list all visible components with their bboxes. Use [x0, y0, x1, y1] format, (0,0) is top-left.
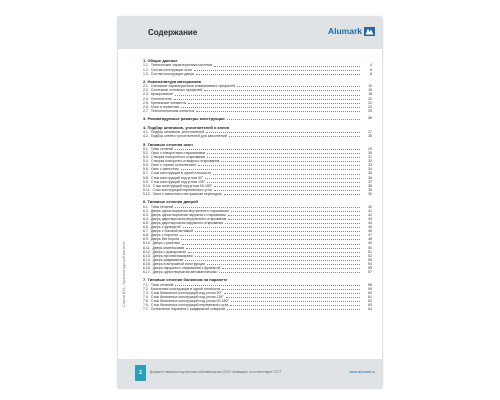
toc-entry-text: Створка поворотного открывания — [150, 155, 206, 160]
toc-entry-number: 1.2. — [143, 67, 149, 72]
toc-page-number: 41 — [368, 208, 372, 213]
dot-leader — [229, 136, 360, 137]
toc-entry — [143, 134, 372, 138]
toc-section — [143, 58, 372, 76]
dot-leader — [225, 223, 360, 224]
dot-leader — [196, 74, 360, 75]
alumark-logo-icon — [364, 27, 375, 36]
toc-entry-text: Подбор штапиков, уплотнителей — [150, 130, 205, 135]
dot-leader — [181, 169, 360, 170]
toc-page-number: 18 — [368, 92, 372, 97]
toc-page-number: 20 — [368, 96, 372, 101]
toc-entry-text: Дверь наружного открывания с фрамугой — [152, 266, 221, 271]
toc-entry-text: Окно с поворотным открыванием — [150, 151, 205, 155]
toc-page-number: 46 — [368, 229, 372, 234]
toc-section-title — [143, 116, 372, 121]
toc-page-number: 48 — [368, 237, 372, 242]
dot-leader — [195, 256, 360, 257]
toc-entry-text: Состав конструкции двери — [150, 71, 194, 76]
toc-entry-text: Армирование — [150, 92, 173, 97]
toc-entry-number: 7.1. — [143, 282, 149, 287]
toc-section-title: 2. Номенклатура материалов — [143, 78, 201, 84]
toc-entry-text: Состав конструкции окна — [150, 67, 192, 72]
toc-page-number: 8 — [370, 71, 372, 76]
toc-entry-number: 7.3. — [143, 291, 149, 295]
toc-page-number: 36 — [368, 175, 372, 180]
toc-entry-text: Дверь двустворчатая внутреннего открывания — [150, 216, 227, 221]
toc-page-number: 54 — [368, 261, 372, 266]
toc-section-title: 7. Типовые сечения балконов на парапете — [143, 277, 228, 283]
dot-leader — [207, 157, 360, 158]
toc-page-number: 27 — [368, 130, 372, 135]
footer-note: Документ является внутренним собственностью ООО «Алюмарк» и соответствует ГОСТ — [150, 370, 282, 374]
dot-leader — [181, 107, 360, 108]
page-title: Содержание — [148, 28, 198, 37]
toc-entry-number: 4.2. — [143, 134, 149, 139]
toc-entry-number: 5.6. — [143, 167, 149, 172]
toc-entry-number: 6.14. — [143, 257, 151, 262]
toc-entry-text: Стык балконных конструкций под углом 90-180° — [150, 299, 229, 304]
toc-entry-number: 5.7. — [143, 171, 149, 176]
toc-entry-number: 7.7. — [143, 307, 149, 312]
toc-section-title: 5. Типовые сечения окон — [143, 141, 193, 147]
toc-page-number: 61 — [368, 295, 372, 300]
toc-entry-text: Створка поворотно-откидного открывания — [150, 159, 220, 164]
toc-entry-number: 6.1. — [143, 204, 149, 209]
dot-leader — [205, 178, 360, 179]
toc-entry-number: 6.17. — [143, 270, 151, 275]
dot-leader — [181, 239, 360, 240]
toc-page-number: 22 — [368, 100, 372, 105]
toc-section-title-text: 3. Рекомендуемые размеры конструкции — [143, 116, 225, 122]
toc-page-number: 40 — [368, 204, 372, 209]
toc-page-number: 62 — [368, 299, 372, 304]
toc-entry-number: 7.5. — [143, 299, 149, 304]
toc-page-number: 31 — [368, 155, 372, 160]
toc-entry-number: 1.1. — [143, 63, 149, 68]
toc-entry-number: 5.1. — [143, 146, 149, 151]
dot-leader — [194, 70, 360, 71]
dot-leader — [175, 207, 360, 208]
toc-page-number: 45 — [368, 225, 372, 230]
toc-entry-text: Окно с глухим остеклением — [150, 163, 196, 168]
toc-entry-text: Дверь маятниковая — [152, 245, 185, 250]
toc-entry-text: Дверь с доводчиком — [152, 249, 186, 254]
toc-page-number: 15 — [368, 88, 372, 93]
dot-leader — [224, 194, 360, 195]
toc-entry-text: Клеи и герметики — [150, 104, 180, 109]
dot-leader — [226, 297, 360, 298]
toc-entry-text: Дверь двустворчатая наружного открывания — [150, 221, 224, 225]
toc-page-number: 42 — [368, 212, 372, 217]
toc-entry-number: 5.11. — [143, 187, 151, 192]
toc-page-number: 34 — [368, 167, 372, 172]
toc-page-number: 63 — [368, 303, 372, 308]
table-of-contents — [143, 58, 372, 315]
toc-entry-number: 5.9. — [143, 179, 149, 184]
dot-leader — [231, 301, 360, 302]
toc-entry-text: Стык конструкций под углом 135° — [150, 179, 206, 184]
toc-entry-number: 5.5. — [143, 163, 149, 168]
footer-url: www.alumark.ru — [349, 370, 375, 374]
toc-entry — [143, 109, 372, 113]
toc-entry-text: Дверь в витражной конструкции — [152, 261, 205, 266]
toc-entry-number: 6.10. — [143, 241, 151, 246]
dot-leader — [188, 103, 360, 104]
dot-leader — [195, 231, 360, 232]
toc-page-number: 24 — [368, 104, 372, 109]
toc-entry-number: 2.3. — [143, 92, 149, 97]
toc-entry-text: Дверь без порога — [150, 237, 180, 242]
toc-section — [143, 116, 372, 121]
toc-entry-number: 5.3. — [143, 155, 149, 160]
dot-leader — [207, 264, 360, 265]
dot-leader — [175, 149, 360, 150]
dot-leader — [182, 244, 360, 245]
toc-entry-number: 6.3. — [143, 212, 149, 217]
toc-page-number: 33 — [368, 163, 372, 168]
dot-leader — [222, 268, 360, 269]
toc-page-number: 60 — [368, 291, 372, 295]
toc-entry-number: 6.8. — [143, 233, 149, 238]
toc-page-number: 38 — [368, 183, 372, 188]
toc-entry-number: 4.1. — [143, 130, 149, 135]
toc-entry-number: 6.7. — [143, 229, 149, 234]
toc-section — [143, 142, 372, 197]
dot-leader — [237, 86, 360, 87]
toc-page-number: 44 — [368, 221, 372, 225]
dot-leader — [188, 252, 360, 253]
toc-entry-text: Стык конструкций под углом 90-180° — [152, 183, 213, 188]
dot-leader — [207, 182, 360, 183]
dot-leader — [227, 309, 360, 310]
dot-leader — [230, 305, 360, 306]
toc-entry-text: Стык конструкций переменного угла — [152, 187, 212, 192]
toc-entry-number: 6.4. — [143, 216, 149, 221]
dot-leader — [175, 95, 360, 96]
dot-leader — [219, 272, 360, 273]
toc-page-number: 55 — [368, 266, 372, 271]
toc-page-number: 4 — [370, 63, 372, 68]
logo-text: Alumark — [327, 26, 362, 36]
toc-page-number: 26 — [368, 116, 372, 121]
toc-entry-number: 5.10. — [143, 183, 151, 188]
dot-leader — [214, 66, 360, 67]
toc-page-number: 35 — [368, 171, 372, 176]
toc-entry-text: Технологическая оснастка — [150, 108, 194, 113]
toc-entry-text: Основные характеристики алюминиевых профилей — [150, 84, 236, 89]
toc-entry-text: Дверь с фрамугой — [150, 225, 181, 230]
dot-leader — [175, 285, 360, 286]
toc-page-number: 52 — [368, 253, 372, 258]
side-strip — [118, 49, 136, 351]
toc-entry-text: Дверь с боковой вставкой — [150, 229, 194, 234]
toc-section-title: 4. Подбор штапиков, уплотнителей и клеев — [143, 124, 229, 130]
toc-entry-number: 5.12. — [143, 191, 151, 196]
toc-page-number: 53 — [368, 257, 372, 262]
toc-entry-text: Дверь противопожарная — [152, 253, 193, 258]
toc-entry-text: Дверь раздвижная — [152, 257, 184, 262]
toc-section — [143, 79, 372, 113]
page-number-badge: 2 — [135, 365, 146, 381]
toc-page-number: 25 — [368, 108, 372, 113]
dot-leader — [207, 153, 360, 154]
toc-page-number: 6 — [370, 67, 372, 72]
toc-entry-text: Крепежные элементы — [150, 100, 187, 105]
toc-entry-text: Остекление парапета с раздвижной створкой — [150, 307, 225, 312]
toc-entry-number: 5.4. — [143, 159, 149, 164]
toc-entry-number: 6.13. — [143, 253, 151, 258]
toc-page-number: 59 — [368, 286, 372, 291]
toc-entry-text: Дверь одностворчатая внутреннего открывания — [150, 208, 229, 213]
toc-entry-text: Уплотнители — [150, 96, 172, 101]
toc-page-number: 32 — [368, 159, 372, 164]
toc-section-title: 6. Типовые сечения дверей — [143, 199, 198, 205]
toc-page-number: 43 — [368, 216, 372, 221]
toc-page-number: 57 — [368, 270, 372, 275]
dot-leader — [221, 161, 360, 162]
page-header — [118, 17, 382, 49]
toc-entry-number: 6.5. — [143, 221, 149, 225]
page-footer — [118, 359, 382, 388]
toc-page-number: 51 — [368, 249, 372, 254]
toc-page-number: 30 — [368, 151, 372, 155]
dot-leader — [222, 289, 360, 290]
toc-entry-text: Дверь с ригелем — [152, 241, 180, 246]
toc-entry-text: Подбор клеев и уплотнителей для заполнений — [150, 134, 227, 139]
dot-leader — [198, 165, 360, 166]
toc-entry-text: Типы сечений — [150, 282, 174, 287]
toc-page-number: 37 — [368, 179, 372, 184]
toc-entry-number: 6.2. — [143, 208, 149, 213]
dot-leader — [196, 111, 360, 112]
toc-page-number: 64 — [368, 307, 372, 312]
toc-page-number: 10 — [368, 84, 372, 89]
toc-entry-text: Окно с импостом — [150, 167, 179, 172]
toc-entry — [143, 307, 372, 311]
dot-leader — [228, 219, 360, 220]
dot-leader — [224, 293, 360, 294]
toc-entry-number: 6.9. — [143, 237, 149, 242]
toc-entry-text: Типы сечений — [150, 204, 174, 209]
toc-page-number: 28 — [368, 134, 372, 139]
dot-leader — [214, 186, 360, 187]
toc-entry-number: 2.2. — [143, 88, 149, 93]
toc-entry-number: 2.5. — [143, 100, 149, 105]
toc-entry-number: 7.4. — [143, 295, 149, 300]
toc-entry — [143, 72, 372, 76]
toc-entry-text: Дверь одностворчатая автоматическая — [152, 270, 217, 275]
toc-entry-text: Дверь одностворчатая наружного открывания — [150, 212, 226, 217]
toc-entry-text: Стык конструкций под углом 90° — [150, 175, 204, 180]
toc-page-number: 39 — [368, 191, 372, 196]
toc-entry-number: 6.16. — [143, 266, 151, 271]
toc-entry-text: Балконная конструкция в одной плоскости — [150, 286, 221, 291]
toc-entry-number: 2.4. — [143, 96, 149, 101]
toc-page-number: 49 — [368, 241, 372, 246]
toc-entry-number: 6.12. — [143, 249, 151, 254]
toc-section — [143, 277, 372, 311]
toc-page-number: 29 — [368, 146, 372, 151]
toc-entry-number: 7.2. — [143, 286, 149, 291]
toc-entry-number: 6.15. — [143, 261, 151, 266]
toc-entry-number: 6.6. — [143, 225, 149, 230]
toc-entry — [143, 192, 372, 196]
toc-entry-text: Стык балконных конструкций под углом 90° — [150, 291, 222, 295]
toc-entry-number: 5.2. — [143, 151, 149, 155]
dot-leader — [214, 190, 360, 191]
toc-entry-text: Окно с импостом и витражным переходом — [152, 191, 222, 196]
toc-page-number: 50 — [368, 245, 372, 250]
toc-entry-number: 2.1. — [143, 84, 149, 89]
dot-leader — [186, 248, 360, 249]
toc-entry-text: Технические характеристики системы — [150, 63, 213, 68]
dot-leader — [183, 227, 360, 228]
toc-entry-text: Стык балконных конструкций переменного угла — [150, 303, 229, 308]
dot-leader — [206, 132, 360, 133]
toc-entry-number: 2.7. — [143, 108, 149, 113]
brand-logo — [328, 26, 375, 36]
toc-section — [143, 125, 372, 139]
toc-entry-text: Стык конструкций в одной плоскости — [150, 171, 211, 176]
toc-page-number: 47 — [368, 233, 372, 238]
toc-page-number: 39 — [368, 187, 372, 192]
dot-leader — [227, 116, 360, 120]
toc-entry-number: 5.8. — [143, 175, 149, 180]
toc-page-number: 58 — [368, 282, 372, 287]
dot-leader — [228, 215, 360, 216]
toc-entry-text: Дверь с порогом — [150, 233, 178, 238]
dot-leader — [204, 90, 360, 91]
toc-entry — [143, 270, 372, 274]
dot-leader — [213, 174, 360, 175]
toc-entry-number: 1.3. — [143, 71, 149, 76]
dot-leader — [231, 211, 360, 212]
toc-section-title: 1. Общие данные — [143, 58, 178, 63]
toc-entry-number: 7.6. — [143, 303, 149, 308]
toc-entry-text: Стык балконных конструкций под углом 135° — [150, 295, 224, 300]
dot-leader — [174, 99, 360, 100]
catalog-series-title: Серия ВХL. Архитектурный каталог — [121, 241, 126, 307]
dot-leader — [185, 260, 360, 261]
toc-entry-number: 2.6. — [143, 104, 149, 109]
toc-entry-number: 6.11. — [143, 245, 151, 250]
toc-section — [143, 199, 372, 274]
catalog-page — [118, 17, 382, 388]
toc-entry-text: Типы сечений — [150, 146, 174, 151]
toc-entry-text: Сочетание основных профилей — [150, 88, 203, 93]
dot-leader — [180, 235, 360, 236]
